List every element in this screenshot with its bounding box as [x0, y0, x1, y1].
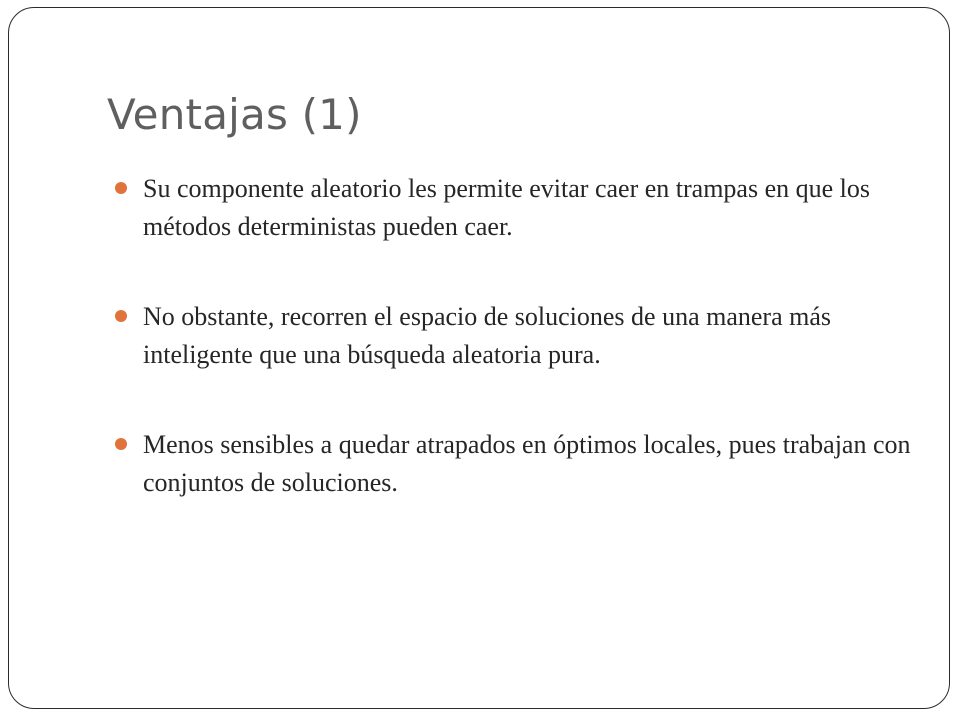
- bullet-dot-icon: [115, 310, 127, 322]
- bullet-text-1: Su componente aleatorio les permite evitar caer en trampas en que los métodos deterministas pueden caer.: [143, 174, 870, 241]
- bullet-dot-icon: [115, 182, 127, 194]
- bullet-dot-icon: [115, 438, 127, 450]
- bullet-list: [115, 170, 915, 554]
- bullet-text-2: No obstante, recorren el espacio de soluciones de una manera más inteligente que una búsqueda aleatoria pura.: [143, 302, 832, 369]
- bullet-item-2: [115, 298, 915, 374]
- bullet-text-3: Menos sensibles a quedar atrapados en óptimos locales, pues trabajan con conjuntos de soluciones.: [143, 430, 911, 497]
- bullet-item-3: [115, 426, 915, 502]
- slide-title: Ventajas (1): [107, 90, 362, 139]
- bullet-item-1: [115, 170, 915, 246]
- slide-frame: [8, 7, 950, 709]
